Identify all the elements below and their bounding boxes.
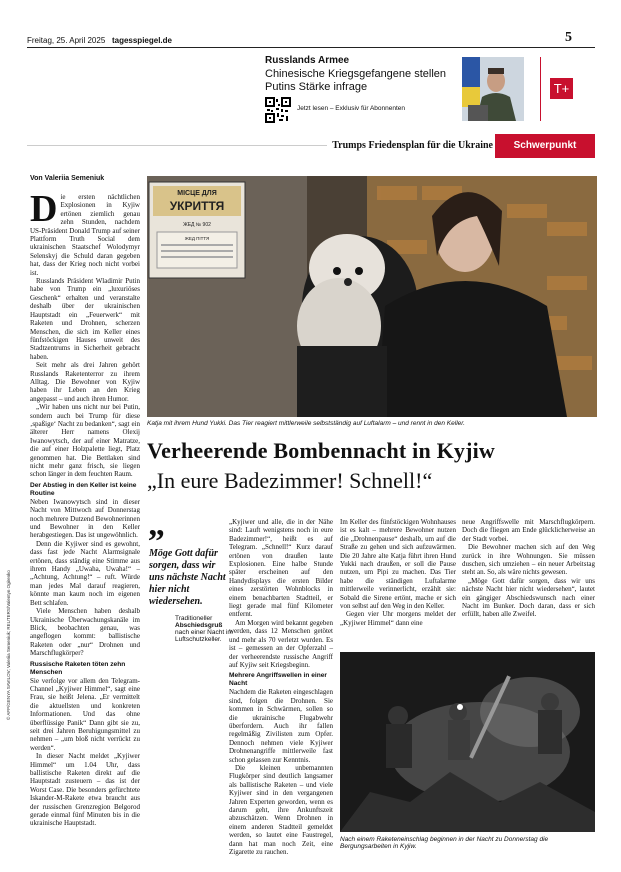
issue-date: Freitag, 25. April 2025 <box>27 36 106 45</box>
subhead: Russische Raketen töten zehn Menschen <box>30 660 126 676</box>
paragraph: „Möge Gott dafür sorgen, dass wir uns nächste Nacht hier nicht wiedersehen“, lautet ein gängiger Abschiedswunsch nach einer Nacht im Bunker. Doch daran, dass er sich erfüllt, haben alle Zweifel. <box>462 576 595 619</box>
pull-quote-source-prefix: Traditioneller <box>175 615 213 622</box>
paragraph: Denn die Kyjiwer sind es gewohnt, dass fast jede Nacht Alarmsignale ertönen, dass ständig eine Stimme aus ihrem Handy „Uwaha, Uwaha!“ – „Achtung, Achtung!“ – ruft. Würde man jedes Mal darauf reagieren, könnte man kaum noch im eigenen Bett schlafen. <box>30 539 140 607</box>
pull-quote-source-rest: nach einer Nacht im Luftschutzkeller. <box>175 629 233 643</box>
band-topic: Trumps Friedensplan für die Ukraine <box>332 140 493 151</box>
paragraph: Im Keller des fünfstöckigen Wohnhauses ist es kalt – mehrere Bewohner nutzen die „Drohnenpause“ deshalb, um auf die Straße zu gehen und sich aufzuwärmen. Die 20 Jahre alte Katja führt ihren Hund Yukki nach draußen, er soll die Pause nutzen, um Pipi zu machen. Das Tier habe die ständigen Luftalarme mittlerweile verinnerlicht, erzählt sie: Sobald die Sirene ertönt, mache er sich von selbst auf den Weg in den Keller. <box>340 518 456 611</box>
article-column-4 <box>462 518 595 619</box>
subhead: Mehrere Angriffswellen in einer Nacht <box>229 672 327 688</box>
teaser-kicker: Russlands Armee <box>265 55 350 66</box>
article-column-2 <box>229 518 333 856</box>
headline: Verheerende Bombennacht in Kyjiw <box>147 438 496 463</box>
paragraph: Die kleinen unbemannten Flugkörper sind deutlich langsamer als ballistische Raketen – und viele Kyjiwer sind in den vergangenen Jahren Experten geworden, wenn es darum geht, ihre Ankunftszeit abzuschätzen. Wenn Drohnen in einem anderen Stadtteil gemeldet werden, so lautet eine Faustregel, dann hat man noch Zeit, eine Zigarette zu rauchen. <box>229 763 333 857</box>
rescue-photo-image <box>340 652 595 832</box>
paragraph: Die Bewohner machen sich auf den Weg zurück in ihre Wohnungen. Sie müssen duschen, sich umziehen – ein neuer Arbeitstag steht an. So, als wäre nichts gewesen. <box>462 543 595 577</box>
teaser-photo[interactable] <box>462 57 524 121</box>
paragraph: Nachdem die Raketen eingeschlagen sind, folgen die Drohnen. Sie kommen in Schwärmen, sollen so die ukrainische Flugabwehr überfordern. Auch ihr fallen regelmäßig Zivilisten zum Opfer. Dennoch nehmen viele Kyjiwer Drohnenangriffe mittlerweile fast schon gelassen zur Kenntnis. <box>229 688 333 764</box>
paragraph: Russlands Präsident Wladimir Putin habe von Trump ein „luxuriöses Geschenk“ erhalten und veranstalte deshalb über der ukrainischen Hauptstadt ein „Feuerwerk“ mit Raketen und Drohnen, scherzen Menschen, die sich im Keller eines fünfstöckigen Hauses unweit des Stadtzentrums in Sicherheit gebracht haben. <box>30 277 140 361</box>
article-column-1 <box>30 188 140 828</box>
sign-small-1: ЖЕД № 902 <box>183 222 211 228</box>
page-number: 5 <box>565 30 572 45</box>
site-name: tagesspiegel.de <box>111 36 172 45</box>
rescue-photo[interactable] <box>340 652 595 832</box>
byline: Von Valeriia Semeniuk <box>30 175 105 182</box>
subhead: Der Abstieg in den Keller ist keine Routine <box>30 481 137 497</box>
paragraph: neue Angriffswelle mit Marschflugkörpern. Doch die fliegen am Ende glücklicherweise an der Stadt vorbei. <box>462 518 595 543</box>
lead-photo-image <box>147 176 597 417</box>
header-date-site <box>27 36 172 45</box>
lead-photo[interactable] <box>147 176 597 417</box>
plus-badge[interactable]: T+ <box>550 78 573 99</box>
paragraph: „Kyjiwer und alle, die in der Nähe sind: Lauft wenigstens noch in eure Badezimmer!“, heißt es auf Telegram. „Schnell!“ Kurz darauf ertönen von draußen laute Explosionen. Eine halbe Stunde später erscheinen auf den Handydisplays die ersten Bilder eines zerstörten Wohnblocks in einem benachbarten Stadtteil, er liegt gerade mal fünf Kilometer entfernt. <box>229 518 333 619</box>
subheadline: „In eure Badezimmer! Schnell!“ <box>147 468 433 493</box>
photo-credit: © AFP/GENYA SAVILOV; Valeriia Semeniuk; REUTERS/Valentyn Ogirenko <box>6 570 11 720</box>
paragraph: ie ersten nächtlichen Explosionen in Kyjiw ertönen ziemlich genau zehn Stunden, nachdem US-Präsident Donald Trump auf seiner Plattform Truth Social dem ukrainischen Staatschef Wolodymyr Selenskyj die Schuld daran gegeben hat, dass der Krieg noch nicht vorbei ist. <box>30 193 140 277</box>
pull-quote-source-bold: Abschiedsgruß <box>175 622 223 629</box>
pull-quote: Möge Gott dafür sorgen, dass wir uns nächste Nacht hier nicht wiedersehen. <box>149 548 226 607</box>
topic-band <box>27 134 595 158</box>
sign-line-2: УКРИТТЯ <box>169 199 225 213</box>
header-rule <box>27 47 595 48</box>
paragraph: Am Morgen wird bekannt gegeben werden, dass 12 Menschen getötet und mehr als 70 verletzt wurden. Es ist – gemessen an der Opferzahl – der verheerendste russische Angriff auf Kyjiw seit Kriegsbeginn. <box>229 618 333 669</box>
teaser-title[interactable]: Chinesische Kriegsgefangene stellen Putins Stärke infrage <box>265 68 447 93</box>
section-tag[interactable]: Schwerpunkt <box>495 134 595 158</box>
sign-small-2: ЖЕД ПІТТЯ <box>184 236 210 241</box>
teaser-divider <box>540 57 541 121</box>
sign-line-1: МІСЦЕ ДЛЯ <box>177 190 217 197</box>
paragraph: Neben Iwanowytsch sind in dieser Nacht von Mittwoch auf Donnerstag noch mehrere Dutzend Bewohnerinnen und Bewohner in den Keller herabgestiegen. Das ist ungewöhnlich. <box>30 497 140 540</box>
paragraph: „Wir haben uns nicht nur bei Putin, sondern auch bei Trump für diese ‚spaßige‘ Nacht zu bedanken“, sagt ein älterer Herr namens Olexij Iwanowytsch, der auf einer Matratze, die auf einer Holzpalette liegt, Platz genommen hat. Die Bettlaken sind nicht mehr ganz frisch, sie liegen schon länger in dem feuchten Raum. <box>30 403 140 479</box>
rescue-photo-caption: Nach einem Raketeneinschlag beginnen in der Nacht zu Donnerstag die Bergungsarbeiten in Kyjiw. <box>340 836 549 850</box>
paragraph: Seit mehr als drei Jahren gehört Russlands Raketenterror zu ihrem Alltag. Die Bewohner von Kyjiw haben ihr Leben an den Krieg angepasst – und auch ihren Humor. <box>30 361 140 403</box>
lead-photo-caption: Katja mit ihrem Hund Yukki. Das Tier reagiert mittlerweile selbstständig auf Luftalarm – und rennt in den Keller. <box>147 420 465 427</box>
paragraph: Gegen vier Uhr morgens meldet der „Kyjiwer Himmel“ dann eine <box>340 610 456 627</box>
paragraph: Viele Menschen haben deshalb Ukrainische Überwachungskanäle im Blick, beobachten genau, was angeflogen kommt: ballistische Raketen oder „nur“ Drohnen und Marschflugkörper? <box>30 607 140 658</box>
dropcap: D <box>30 188 58 230</box>
article-column-3 <box>340 518 456 627</box>
qr-code-icon[interactable] <box>265 97 291 123</box>
quote-mark-icon: „ <box>148 506 165 543</box>
paragraph: Sie verfolge vor allem den Telegram-Channel „Kyjiwer Himmel“, sagt eine Frau, sie heißt Jelena. „Er vermittelt die aktuellsten und konkreten Informationen. Und das ohne überflüssige Panik“ Dann gibt sie zu, seit drei Jahren Beruhigungsmittel zu nehmen – „um bloß nicht verrückt zu werden“. <box>30 676 140 752</box>
teaser-link[interactable]: Jetzt lesen – Exklusiv für Abonnenten <box>297 105 406 112</box>
paragraph: In dieser Nacht meldet „Kyjiwer Himmel“ um 1.04 Uhr, dass ballistische Raketen direkt auf die Hauptstadt zusteuern – das ist der Worst Case. Die besonders gefürchtete Iskander-M-Rakete etwa braucht aus der russischen Grenzregion Belgorod gerade einmal fünf Minuten bis in die ukrainische Hauptstadt. <box>30 752 140 828</box>
